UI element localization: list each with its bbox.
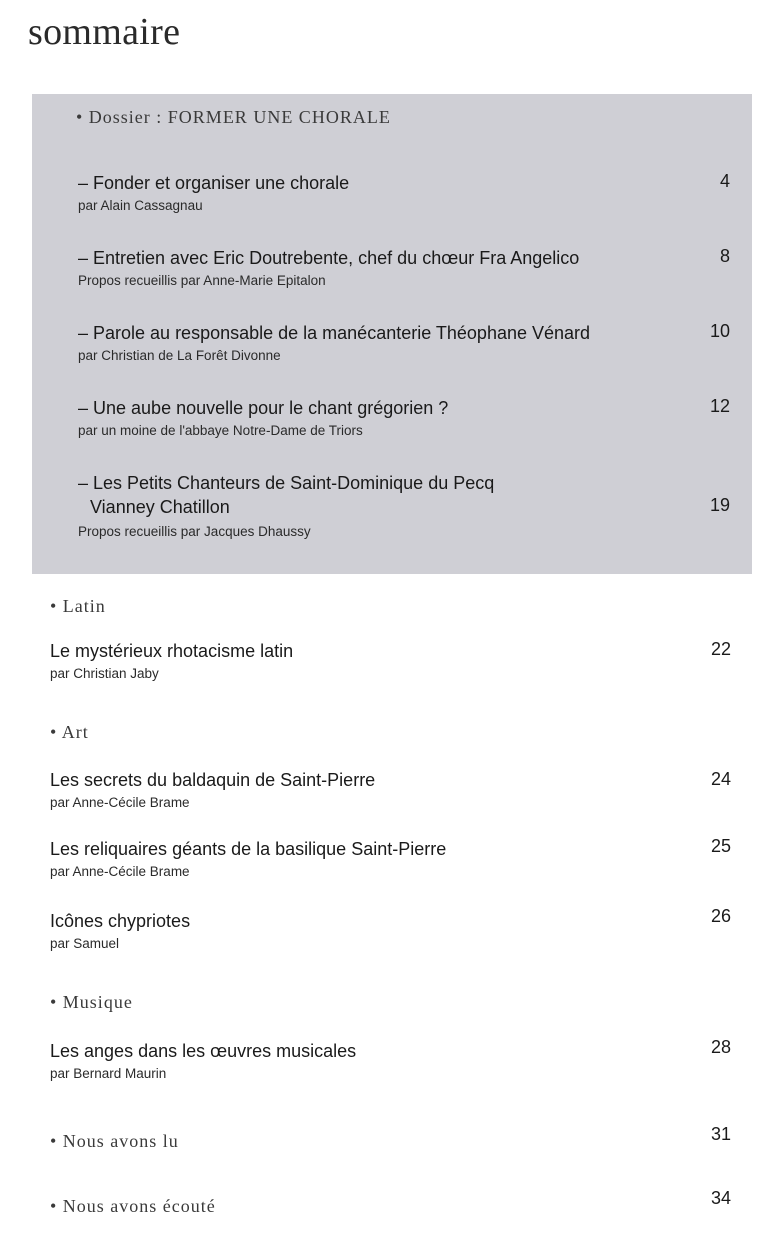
page-title: sommaire [28, 11, 181, 53]
section-heading-nous-avons-ecoute[interactable]: • Nous avons écouté [50, 1196, 216, 1216]
page-number: 31 [710, 1124, 731, 1144]
entry-title: Les anges dans les œuvres musicales [50, 1041, 357, 1061]
dossier-heading: • Dossier : FORMER UNE CHORALE [76, 107, 391, 127]
dossier-entry-3[interactable] [78, 321, 590, 365]
entry-title: Les reliquaires géants de la basilique Saint-Pierre [50, 839, 447, 859]
section-heading-art: • Art [50, 722, 89, 742]
entry-title: – Les Petits Chanteurs de Saint-Dominique du Pecq [78, 473, 495, 493]
entry-title: Le mystérieux rhotacisme latin [50, 641, 294, 661]
entry-title: – Entretien avec Eric Doutrebente, chef du chœur Fra Angelico [78, 248, 580, 268]
page-number: 22 [710, 639, 731, 659]
entry-byline: Propos recueillis par Anne-Marie Epitalon [78, 273, 326, 288]
page-number: 12 [709, 396, 730, 416]
entry-title: Les secrets du baldaquin de Saint-Pierre [50, 770, 376, 790]
section-heading-latin: • Latin [50, 596, 106, 616]
page-number: 8 [719, 246, 730, 266]
page-number: 25 [710, 836, 731, 856]
entry-byline: Propos recueillis par Jacques Dhaussy [78, 524, 311, 539]
dossier-entry-5[interactable] [78, 471, 494, 541]
dossier-entry-1[interactable] [78, 171, 349, 215]
entry-byline: par Anne-Cécile Brame [50, 795, 190, 810]
section-heading-nous-avons-lu[interactable]: • Nous avons lu [50, 1131, 179, 1151]
entry-byline: par Alain Cassagnau [78, 198, 203, 213]
page-number: 19 [709, 495, 730, 515]
entry-byline: par Samuel [50, 936, 120, 951]
entry-title: Icônes chypriotes [50, 911, 191, 931]
entry-byline: par Christian de La Forêt Divonne [78, 348, 281, 363]
musique-entry-1[interactable] [50, 1039, 356, 1083]
dossier-entry-4[interactable] [78, 396, 448, 440]
art-entry-1[interactable] [50, 768, 375, 812]
entry-title: – Fonder et organiser une chorale [78, 173, 350, 193]
page-number: 10 [709, 321, 730, 341]
page-number: 24 [710, 769, 731, 789]
page-number: 26 [710, 906, 731, 926]
latin-entry-1[interactable] [50, 639, 293, 683]
entry-byline: par Bernard Maurin [50, 1066, 167, 1081]
entry-byline: par Christian Jaby [50, 666, 159, 681]
page-number: 34 [710, 1188, 731, 1208]
entry-title: – Une aube nouvelle pour le chant grégorien ? [78, 398, 449, 418]
page-number: 4 [719, 171, 730, 191]
entry-title-line2: Vianney Chatillon [90, 497, 230, 517]
page-number: 28 [710, 1037, 731, 1057]
art-entry-3[interactable] [50, 909, 190, 953]
entry-byline: par un moine de l'abbaye Notre-Dame de Triors [78, 423, 363, 438]
section-heading-musique: • Musique [50, 992, 133, 1012]
dossier-entry-2[interactable] [78, 246, 579, 290]
entry-title: – Parole au responsable de la manécanterie Théophane Vénard [78, 323, 591, 343]
entry-byline: par Anne-Cécile Brame [50, 864, 190, 879]
art-entry-2[interactable] [50, 837, 446, 881]
